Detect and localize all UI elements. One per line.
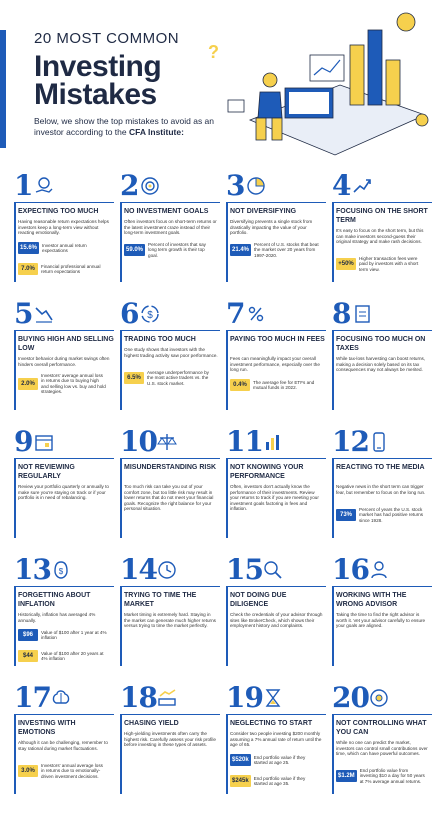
yield-icon — [156, 687, 178, 709]
stat-row — [336, 507, 425, 523]
card-divider — [14, 458, 114, 459]
stat-badge: $245k — [230, 775, 251, 787]
mistake-description: One study shows that investors with the highest trading activity saw poor performance. — [124, 347, 218, 358]
magnifier-icon — [262, 559, 284, 581]
stat-badge: +50% — [336, 258, 356, 270]
stat-row — [124, 242, 214, 258]
mistake-card — [120, 425, 220, 555]
mistake-description: Fees can meaningfully impact your overall investment performance, especially over the long run. — [230, 356, 320, 373]
mistake-number: 12 — [332, 425, 369, 458]
mistake-number: 14 — [120, 553, 157, 586]
mistake-card — [14, 169, 114, 299]
mistake-card — [332, 169, 432, 299]
mistake-number: 11 — [226, 425, 263, 458]
mistake-number: 18 — [120, 681, 157, 714]
bar-chart-icon — [262, 431, 284, 453]
stat-badge: $520k — [230, 754, 251, 766]
mistake-heading: BUYING HIGH AND SELLING LOW — [18, 336, 114, 352]
mistake-heading: REACTING TO THE MEDIA — [336, 464, 425, 471]
card-side-line — [226, 714, 228, 794]
chart-down-icon — [33, 303, 55, 325]
mistake-card — [120, 553, 220, 683]
percent-icon — [245, 303, 267, 325]
card-side-line — [226, 586, 228, 666]
stat-badge: 15.6% — [18, 242, 39, 254]
mistake-card — [226, 297, 326, 427]
mistake-number: 9 — [14, 425, 33, 458]
stat-row — [18, 650, 107, 662]
card-divider — [14, 202, 114, 203]
calendar-icon — [33, 431, 55, 453]
stat-row — [230, 775, 320, 787]
mistake-description: Investor behavior during market swings often hinders overall performance. — [18, 356, 110, 367]
trend-up-icon — [351, 175, 373, 197]
mistake-card — [226, 425, 326, 555]
mistake-description: Consider two people investing $200 monthly assuming a 7% annual rate of return until the age of 65. — [230, 731, 322, 748]
card-side-line — [332, 714, 334, 794]
card-side-line — [226, 330, 228, 410]
stat-text: End portfolio value if they started at age 25. — [253, 754, 306, 765]
card-side-line — [332, 586, 334, 666]
stat-text: Percent of years the U.S. stock market has had positive returns since 1928. — [359, 507, 424, 523]
mistake-number: 10 — [120, 425, 157, 458]
mistake-card — [14, 681, 114, 811]
mistake-number: 15 — [226, 553, 263, 586]
mistake-heading: NOT DIVERSIFYING — [230, 208, 297, 215]
mistake-heading: FOCUSING TOO MUCH ON TAXES — [336, 336, 426, 352]
mistake-description: Check the credentials of your advisor through sites like BrokerCheck, which shows their employment history and complaints. — [230, 612, 323, 629]
card-side-line — [332, 458, 334, 538]
mistake-card — [226, 681, 326, 811]
stat-text: Investor annual return expectations — [42, 242, 87, 253]
stat-text: Investors' annual average loss in returns due to emotionally-driven investment decisions. — [41, 763, 103, 779]
brain-icon — [50, 687, 72, 709]
mistake-number: 7 — [226, 297, 245, 330]
title-line-2: Mistakes — [34, 78, 157, 111]
stat-text: The average fee for ETFs and mutual funds in 2022. — [253, 379, 315, 390]
mistake-heading: NOT DOING DUE DILIGENCE — [230, 592, 287, 608]
card-divider — [332, 458, 432, 459]
stat-badge: 7.0% — [18, 263, 38, 275]
card-divider — [120, 458, 220, 459]
mistake-description: Historically, inflation has averaged 4% annually. — [18, 612, 96, 623]
stat-text: Value of $100 after 20 years at 4% inflation — [41, 650, 104, 661]
mistake-card — [120, 169, 220, 299]
stat-text: Value of $100 after 1 year at 4% inflation — [41, 629, 107, 640]
mistake-number: 16 — [332, 553, 369, 586]
card-side-line — [14, 458, 16, 538]
card-side-line — [14, 586, 16, 666]
mistake-heading: FORGETTING ABOUT INFLATION — [18, 592, 91, 608]
mistake-number: 1 — [14, 169, 33, 202]
card-side-line — [120, 458, 122, 538]
card-side-line — [120, 586, 122, 666]
clock-icon — [156, 559, 178, 581]
stat-row — [18, 763, 107, 779]
money-hand-icon — [33, 175, 55, 197]
title-line-1: Investing — [34, 50, 162, 83]
stat-row — [336, 768, 426, 784]
mistake-number: 13 — [14, 553, 51, 586]
stat-row — [336, 256, 425, 272]
stat-badge: $96 — [18, 629, 38, 641]
mistake-heading: NO INVESTMENT GOALS — [124, 208, 209, 215]
card-divider — [332, 330, 432, 331]
mistake-card — [332, 297, 432, 427]
mistake-heading: NOT REVIEWING REGULARLY — [18, 464, 75, 480]
mistake-description: High-yielding investments often carry the highest risk. Carefully assess your risk profile before investing in these types of assets. — [124, 731, 216, 748]
card-divider — [226, 202, 326, 203]
card-divider — [120, 202, 220, 203]
stat-badge: 21.4% — [230, 244, 251, 256]
mistake-card — [332, 553, 432, 683]
stat-row — [230, 242, 320, 258]
card-side-line — [14, 202, 16, 282]
tax-document-icon — [351, 303, 373, 325]
card-divider — [120, 586, 220, 587]
stat-row — [230, 754, 320, 766]
mistake-heading: WORKING WITH THE WRONG ADVISOR — [336, 592, 407, 608]
mistake-number: 19 — [226, 681, 263, 714]
mistake-heading: FOCUSING ON THE SHORT TERM — [336, 208, 428, 224]
stat-badge: 73% — [336, 509, 356, 521]
pie-chart-icon — [245, 175, 267, 197]
mistake-number: 4 — [332, 169, 351, 202]
mistake-card — [14, 297, 114, 427]
mistake-card — [120, 297, 220, 427]
card-side-line — [14, 714, 16, 794]
mistake-description: Often, investors don't actually know the performance of their investments. Review your returns to track if you are meeting your investment goals factoring in fees and inflation. — [230, 484, 319, 512]
dollar-cycle-icon — [139, 303, 161, 325]
mistake-description: Often investors focus on short-term returns or the latest investment craze instead of their long-term investment goals. — [124, 219, 217, 236]
mistake-heading: EXPECTING TOO MUCH — [18, 208, 99, 215]
stat-text: Financial professional annual return expectations — [41, 263, 101, 274]
svg-text:$: $ — [58, 567, 64, 576]
card-divider — [332, 586, 432, 587]
card-divider — [14, 714, 114, 715]
mistake-description: Market timing is extremely hard. Staying in the market can generate much higher returns versus trying to time the market perfectly. — [124, 612, 216, 629]
stat-badge: $1.2M — [336, 770, 357, 782]
stat-text: Average underperformance by the most active traders vs. the U.S. stock market. — [147, 370, 209, 386]
card-side-line — [120, 330, 122, 410]
card-divider — [120, 330, 220, 331]
mistake-heading: NOT CONTROLLING WHAT YOU CAN — [336, 720, 427, 736]
stat-badge: 59.0% — [124, 244, 145, 256]
mistake-description: Review your portfolio quarterly or annually to make sure you're staying on track or if your portfolio is in need of rebalancing. — [18, 484, 109, 501]
stat-text: Investors' average annual loss in returns due to buying high and selling low vs. buy and hold strategies. — [41, 373, 106, 395]
mistake-card — [332, 425, 432, 555]
stat-text: End portfolio value if they started at age 35. — [253, 775, 306, 786]
stat-text: End portfolio value from investing $10 a day for 50 years at 7% average annual returns. — [359, 768, 425, 784]
control-icon — [368, 687, 390, 709]
mistake-heading: NOT KNOWING YOUR PERFORMANCE — [230, 464, 304, 480]
mistake-description: It's easy to focus on the short term, but this can make investors second-guess their original strategy and make rash decisions. — [336, 228, 424, 245]
stat-row — [230, 379, 319, 391]
mistake-card — [332, 681, 432, 811]
card-side-line — [14, 330, 16, 410]
card-divider — [332, 714, 432, 715]
stat-text: Percent of U.S. stocks that beat the market over 20 years from 1997-2020. — [254, 242, 319, 258]
card-side-line — [332, 330, 334, 410]
stat-row — [124, 370, 213, 386]
mistake-description: Too much risk can take you out of your comfort zone, but too little risk may result in lower returns that do not meet your financial goals. Recognize the right balance for your personal situation. — [124, 484, 214, 512]
stat-badge: 3.0% — [18, 765, 38, 777]
investor-illustration — [190, 0, 433, 160]
card-side-line — [332, 202, 334, 282]
card-divider — [226, 714, 326, 715]
card-divider — [226, 458, 326, 459]
mistake-card — [14, 553, 114, 683]
advisor-icon — [368, 559, 390, 581]
card-divider — [226, 586, 326, 587]
stat-text: Higher transaction fees were paid by investors with a short term view. — [359, 256, 419, 272]
mistake-heading: NEGLECTING TO START — [230, 720, 313, 727]
card-side-line — [226, 202, 228, 282]
mistake-card — [14, 425, 114, 555]
mistake-card — [120, 681, 220, 811]
mistake-description: While tax-loss harvesting can boost returns, making a decision solely based on its tax consequences may not always be merited. — [336, 356, 426, 373]
mistake-heading: MISUNDERSTANDING RISK — [124, 464, 217, 471]
mistake-number: 20 — [332, 681, 369, 714]
card-side-line — [120, 714, 122, 794]
mistake-card — [226, 169, 326, 299]
mistake-description: Negative news in the short term can trigger fear, but remember to focus on the long run. — [336, 484, 426, 495]
accent-bar — [0, 30, 6, 148]
stat-badge: $44 — [18, 650, 38, 662]
mistake-heading: TRADING TOO MUCH — [124, 336, 196, 343]
mistake-description: Although it can be challenging, remember to stay rational during market fluctuations. — [18, 740, 108, 751]
mistake-description: While no one can predict the market, investors can control small contributions over time, which can have powerful outcomes. — [336, 740, 428, 757]
stat-row — [18, 629, 107, 641]
mistake-heading: TRYING TO TIME THE MARKET — [124, 592, 197, 608]
mistake-number: 5 — [14, 297, 33, 330]
title-top: 20 MOST COMMON — [34, 30, 180, 47]
intro-source: CFA Institute: — [128, 126, 184, 137]
mistake-heading: INVESTING WITH EMOTIONS — [18, 720, 76, 736]
svg-text:?: ? — [208, 42, 219, 62]
card-divider — [14, 330, 114, 331]
mistake-number: 6 — [120, 297, 139, 330]
mistake-description: Taking the time to find the right advisor is worth it. Vet your advisor carefully to ensure your goals are aligned. — [336, 612, 426, 629]
stat-row — [18, 373, 107, 395]
card-divider — [226, 330, 326, 331]
mistake-heading: PAYING TOO MUCH IN FEES — [230, 336, 325, 343]
stat-badge: 0.4% — [230, 379, 250, 391]
card-side-line — [120, 202, 122, 282]
stat-text: Percent of investors that say long term growth is their top goal. — [148, 242, 206, 258]
stat-row — [18, 263, 107, 275]
hourglass-icon — [262, 687, 284, 709]
intro-prefix: Below, we show the top mistakes to avoid as an investor according to the — [34, 116, 215, 137]
mistake-number: 2 — [120, 169, 139, 202]
mistake-number: 17 — [14, 681, 51, 714]
stat-badge: 2.0% — [18, 378, 38, 390]
inflation-icon — [50, 559, 72, 581]
mistake-heading: CHASING YIELD — [124, 720, 179, 727]
mistake-card — [226, 553, 326, 683]
card-divider — [332, 202, 432, 203]
stat-badge: 6.5% — [124, 372, 144, 384]
card-divider — [120, 714, 220, 715]
mistake-number: 3 — [226, 169, 245, 202]
mistake-description: Diversifying prevents a single stock from drastically impacting the value of your portfolio. — [230, 219, 313, 236]
mistake-number: 8 — [332, 297, 351, 330]
svg-text:$: $ — [147, 310, 153, 321]
target-icon — [139, 175, 161, 197]
card-side-line — [226, 458, 228, 538]
card-divider — [14, 586, 114, 587]
mistake-description: Having reasonable return expectations helps investors keep a long-term view without reacting emotionally. — [18, 219, 109, 236]
phone-icon — [368, 431, 390, 453]
risk-scale-icon — [156, 431, 178, 453]
stat-row — [18, 242, 108, 254]
